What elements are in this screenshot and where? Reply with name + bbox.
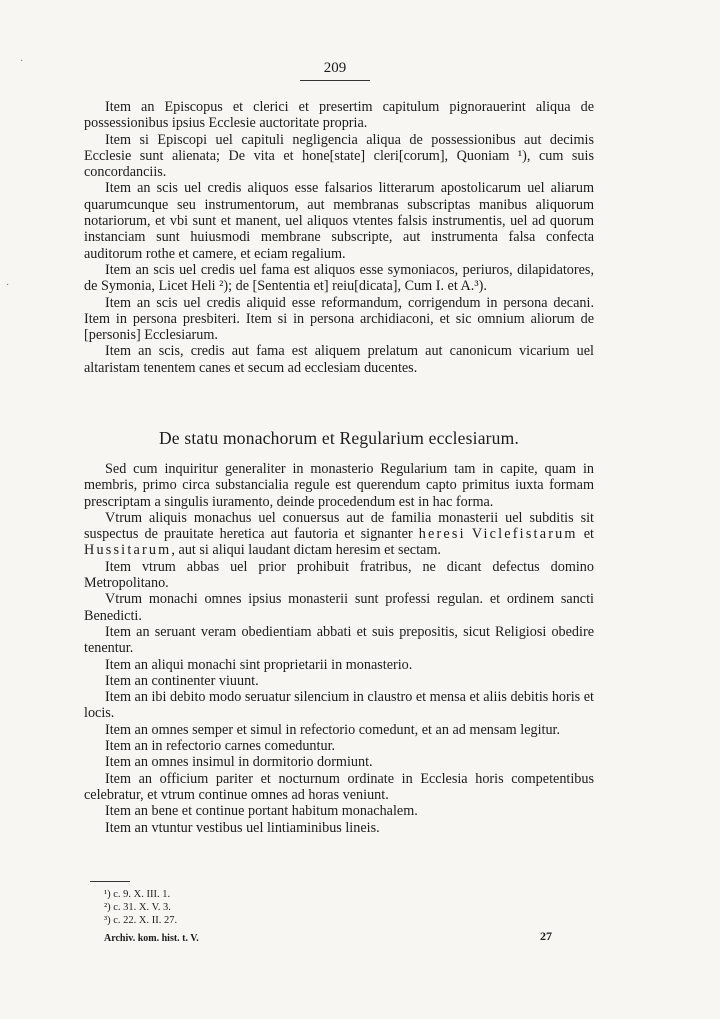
paragraph: Sed cum inquiritur generaliter in monasterio Regularium tam in capite, quam in membris, primo circa substancialia regule est querendum capto primitus iuxta formam prescriptam a singulis iuramento, deinde procedendum est in hac forma. [84,461,594,510]
margin-mark: · [6,280,10,291]
sheet-number: 27 [540,929,552,943]
footnote: ³) c. 22. X. II. 27. [104,915,178,926]
paragraph: Item si Episcopi uel capituli negligencia aliqua de possessionibus aut decimis Ecclesie sunt alienata; De vita et hone[state] cleri[corum], Quoniam ¹), cum suis concordanciis. [84,131,594,181]
text-block-2 [84,461,594,836]
footnotes [104,888,177,927]
paragraph: Item an vtuntur vestibus uel lintiaminibus lineis. [105,819,380,836]
spaced-word: heresi [418,526,466,543]
header-rule [300,80,370,81]
paragraph: Vtrum monachi omnes ipsius monasterii sunt professi regulan. et ordinem sancti Benedicti. [84,591,594,624]
page-number: 209 [323,60,347,76]
paragraph: Item an continenter viuunt. [105,672,259,689]
paragraph: Item an omnes semper et simul in refectorio comedunt, et an ad mensam legitur. [105,721,561,738]
paragraph-text: et [577,526,594,543]
paragraph: Item an Episcopus et clerici et presertim capitulum pignorauerint aliqua de possessionibus ipsius Ecclesie auctoritate propria. [84,99,594,132]
paragraph: Item an seruant veram obedientiam abbati et suis prepositis, sicut Religiosi obedire tenentur. [84,623,594,657]
margin-mark: · [20,56,24,67]
footnote: ¹) c. 9. X. III. 1. [104,889,171,900]
paragraph: Item an ibi debito modo seruatur silencium in claustro et mensa et aliis debitis horis et locis. [84,689,594,722]
section-heading: De statu monachorum et Regularium ecclesiarum. [158,428,520,448]
text-block-1 [84,99,594,376]
spaced-word: Viclefistarum [471,526,578,543]
paragraph: Item an aliqui monachi sint proprietarii in monasterio. [105,656,413,673]
paragraph-text: , aut si aliqui laudant dictam heresim et sectam. [171,542,441,559]
paragraph: Item an bene et continue portant habitum monachalem. [105,803,418,820]
paragraph: Item an omnes insimul in dormitorio dormiunt. [105,754,373,771]
printer-signature: Archiv. kom. hist. t. V. [104,933,199,944]
paragraph: Item vtrum abbas uel prior prohibuit fratribus, ne dicant defectus domino Metropolitano. [84,558,594,592]
footnote-rule [90,881,130,882]
footnote: ²) c. 31. X. V. 3. [104,902,171,913]
paragraph-heresy [84,510,594,559]
paragraph: Item an scis uel credis uel fama est aliquos esse symoniacos, periuros, dilapidatores, de Symonia, Licet Heli ²); de [Sententia et] reiu[dicata], Cum I. et A.³). [84,261,594,295]
paragraph: Item an scis uel credis aliquos esse falsarios litterarum apostolicarum uel aliarum quarumcunque seu instrumentorum, aut membranas subscriptas manibus aliquorum notariorum, et vbi sunt et manent, uel aliquos vtentes falsis instrumentis, uel ad quorum instanciam sunt huiusmodi membrane subscripte, aut instrumenta falsa confecta auditorum rothe et camere, et eciam regalium. [84,180,594,262]
paragraph: Item an officium pariter et nocturnum ordinate in Ecclesia horis competentibus celebratur, et vtrum continue omnes ad horas veniunt. [84,770,594,803]
spaced-word: Hussitarum [84,542,172,559]
paragraph: Item an scis, credis aut fama est aliquem prelatum aut canonicum vicarium uel altaristam tenentem canes et secum ad ecclesiam ducentes. [84,343,594,376]
paragraph: Item an in refectorio carnes comeduntur. [105,738,336,755]
paragraph: Item an scis uel credis aliquid esse reformandum, corrigendum in persona decani. Item in persona presbiteri. Item si in persona archidiaconi, et sic omnium aliorum de [personis] Ecclesiarum. [84,294,594,344]
paragraph-text: Vtrum aliquis monachus uel conuersus aut de familia monasterii uel subditis sit suspectus de prauitate heretica aut fautoria et signanter [84,509,594,543]
